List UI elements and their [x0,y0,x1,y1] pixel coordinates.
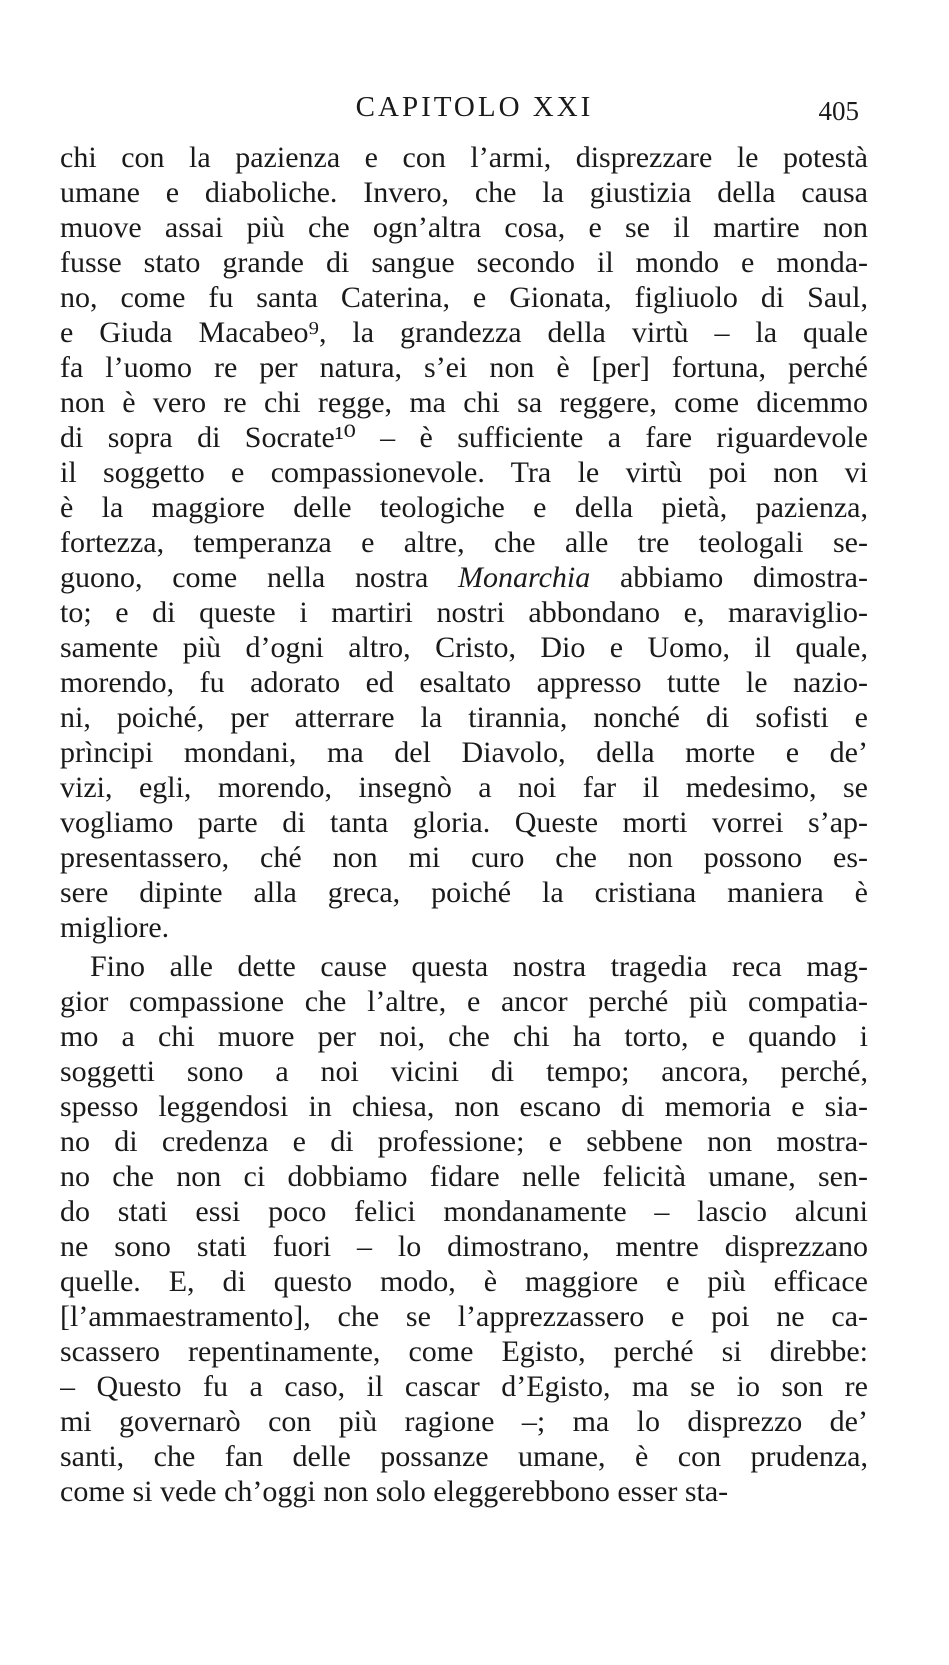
chapter-title: CAPITOLO XXI [355,91,594,123]
text-line: [l’ammaestramento], che se l’apprezzassero e poi ne ca- [60,1300,868,1333]
text-line: Fino alle dette cause questa nostra tragedia reca mag- [90,950,868,983]
text-line: e Giuda Macabeo⁹, la grandezza della virtù – la quale [60,316,868,349]
paragraph [60,140,868,945]
paragraph [60,949,868,1509]
text-line: di sopra di Socrate¹⁰ – è sufficiente a fare riguardevole [60,421,868,454]
text-line: no, come fu santa Caterina, e Gionata, figliuolo di Saul, [60,281,868,314]
text-line: to; e di queste i martiri nostri abbondano e, maraviglio- [60,596,868,629]
text-line: scassero repentinamente, come Egisto, perché si direbbe: [60,1335,868,1368]
text-line: morendo, fu adorato ed esaltato appresso tutte le nazio- [60,666,868,699]
text-line: no di credenza e di professione; e sebbene non mostra- [60,1125,868,1158]
text-line: quelle. E, di questo modo, è maggiore e più efficace [60,1265,868,1298]
text-line: ni, poiché, per atterrare la tirannia, nonché di sofisti e [60,701,868,734]
text-line: fusse stato grande di sangue secondo il mondo e monda- [60,246,868,279]
text-line: spesso leggendosi in chiesa, non escano di memoria e sia- [60,1090,868,1123]
text-line: migliore. [60,911,170,944]
text-line: samente più d’ogni altro, Cristo, Dio e Uomo, il quale, [60,631,868,664]
text-line: chi con la pazienza e con l’armi, disprezzare le potestà [60,141,868,174]
text-line: mi governarò con più ragione –; ma lo disprezzo de’ [60,1405,868,1438]
text-line: è la maggiore delle teologiche e della pietà, pazienza, [60,491,868,524]
text-line: guono, come nella nostra Monarchia abbiamo dimostra- [60,561,868,594]
text-line: mo a chi muore per noi, che chi ha torto, e quando i [60,1020,868,1053]
text-line: vogliamo parte di tanta gloria. Queste morti vorrei s’ap- [60,806,868,839]
page-number: 405 [818,96,859,126]
text-line: sere dipinte alla greca, poiché la cristiana maniera è [60,876,868,909]
text-line: do stati essi poco felici mondanamente – lascio alcuni [60,1195,868,1228]
text-line: santi, che fan delle possanze umane, è con prudenza, [60,1440,868,1473]
text-line: fortezza, temperanza e altre, che alle tre teologali se- [60,526,868,559]
text-line: prìncipi mondani, ma del Diavolo, della morte e de’ [60,736,868,769]
text-line: muove assai più che ogn’altra cosa, e se il martire non [60,211,868,244]
text-line: il soggetto e compassionevole. Tra le virtù poi non vi [60,456,868,489]
body-text [60,140,868,1509]
text-line: – Questo fu a caso, il cascar d’Egisto, ma se io son re [60,1370,868,1403]
running-head [0,86,949,126]
text-line: presentassero, ché non mi curo che non possono es- [60,841,868,874]
text-line: ne sono stati fuori – lo dimostrano, mentre disprezzano [60,1230,868,1263]
text-line: umane e diaboliche. Invero, che la giustizia della causa [60,176,868,209]
text-line: come si vede ch’oggi non solo eleggerebbono esser sta- [60,1475,729,1508]
text-line: fa l’uomo re per natura, s’ei non è [per] fortuna, perché [60,351,868,384]
text-line: no che non ci dobbiamo fidare nelle felicità umane, sen- [60,1160,868,1193]
text-line: non è vero re chi regge, ma chi sa reggere, come dicemmo [60,386,868,419]
text-line: vizi, egli, morendo, insegnò a noi far il medesimo, se [60,771,868,804]
text-line: gior compassione che l’altre, e ancor perché più compatia- [60,985,868,1018]
work-title: Monarchia [458,561,591,594]
text-line: soggetti sono a noi vicini di tempo; ancora, perché, [60,1055,868,1088]
